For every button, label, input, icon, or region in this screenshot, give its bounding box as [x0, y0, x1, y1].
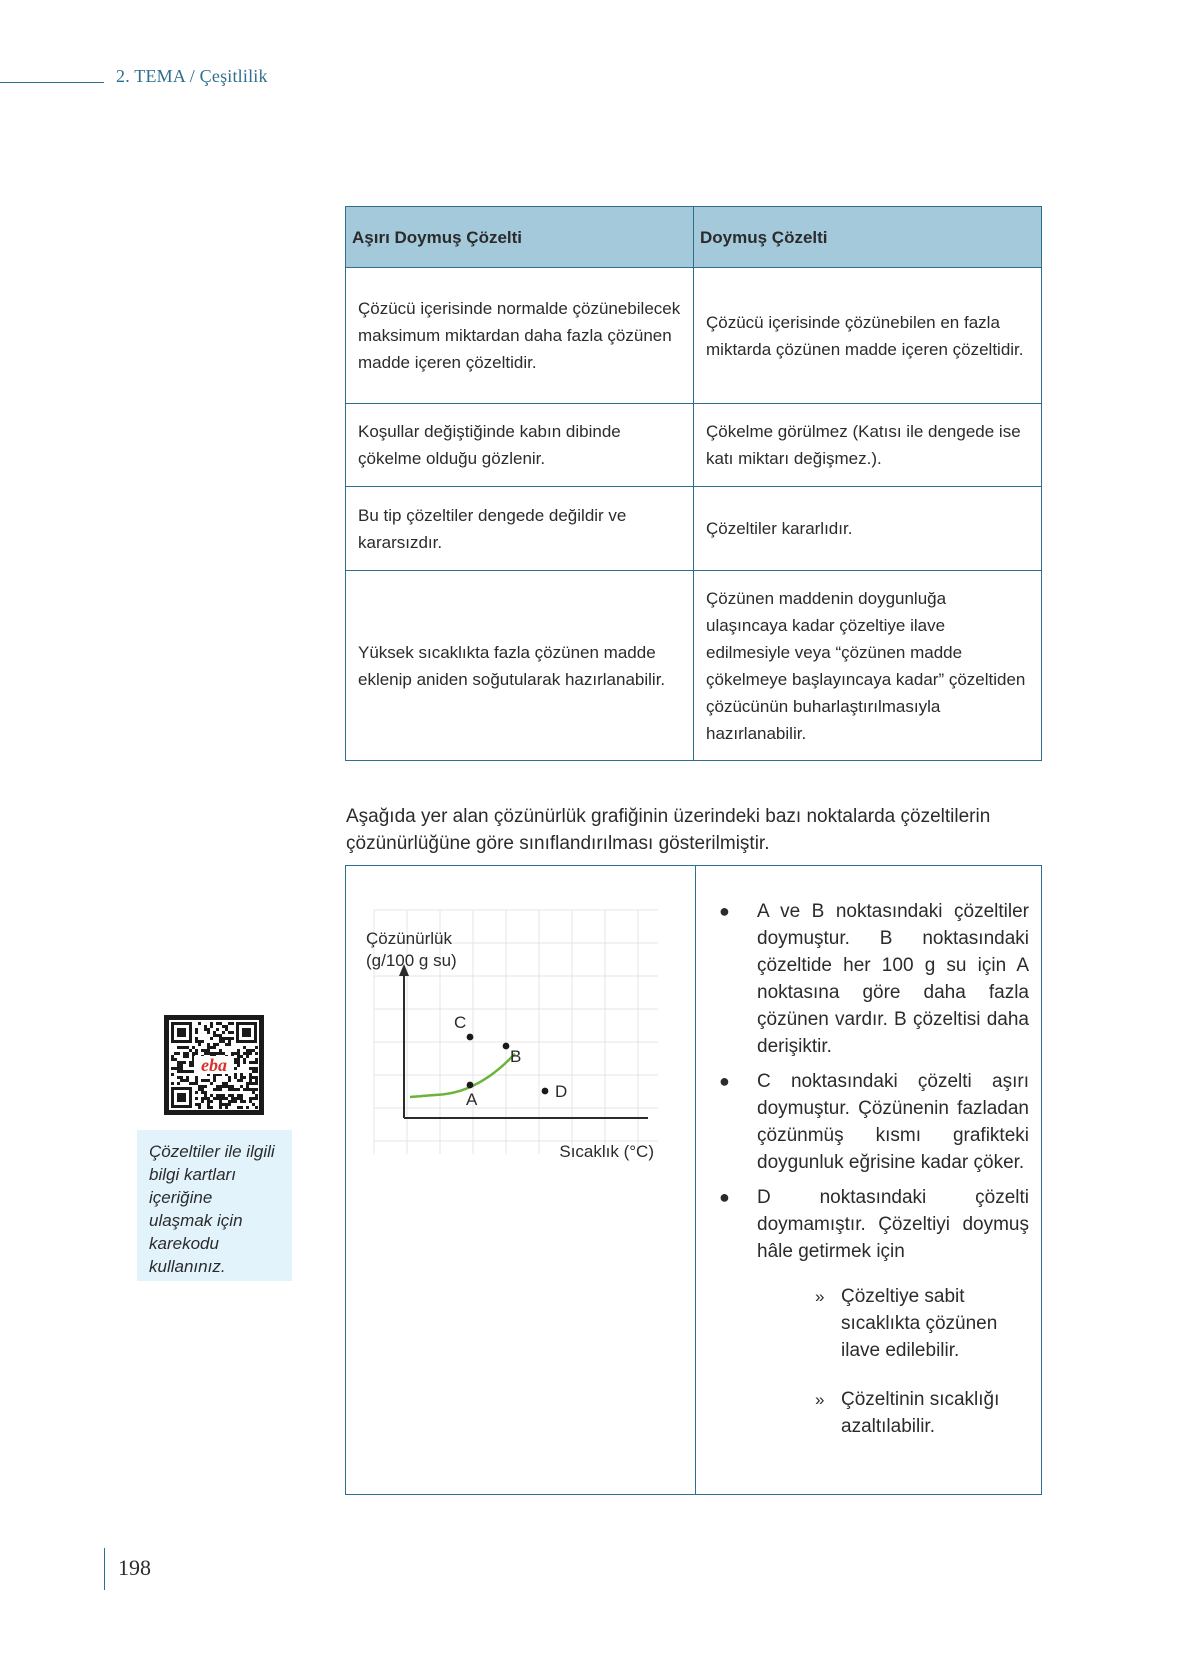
- qr-module: [246, 1055, 249, 1058]
- qr-module: [225, 1037, 228, 1040]
- qr-module: [207, 1100, 210, 1103]
- qr-module: [255, 1070, 258, 1073]
- qr-module: [249, 1082, 252, 1085]
- qr-module: [231, 1100, 234, 1103]
- qr-module: [228, 1076, 231, 1079]
- qr-module: [237, 1058, 240, 1061]
- header-rule: [0, 82, 104, 83]
- qr-module: [195, 1076, 198, 1079]
- qr-module: [246, 1052, 249, 1055]
- qr-module: [210, 1100, 213, 1103]
- qr-module: [216, 1034, 219, 1037]
- qr-module: [249, 1061, 252, 1064]
- qr-module: [222, 1040, 225, 1043]
- qr-module: [204, 1025, 207, 1028]
- qr-module: [243, 1046, 246, 1049]
- qr-module: [219, 1088, 222, 1091]
- qr-module: [195, 1082, 198, 1085]
- qr-module: [252, 1082, 255, 1085]
- table-header-saturated: Doymuş Çözelti: [694, 207, 1042, 268]
- bullet-list: [711, 898, 1029, 1462]
- qr-module: [225, 1085, 228, 1088]
- qr-module: [240, 1085, 243, 1088]
- page-number: 198: [118, 1555, 151, 1580]
- qr-module: [255, 1094, 258, 1097]
- comparison-table: [345, 206, 1042, 761]
- qr-module: [174, 1052, 177, 1055]
- qr-module: [228, 1085, 231, 1088]
- data-point-d: [542, 1088, 549, 1095]
- qr-module: [216, 1085, 219, 1088]
- x-axis-label: Sıcaklık (°C): [559, 1142, 654, 1161]
- qr-module: [240, 1073, 243, 1076]
- qr-module: [255, 1097, 258, 1100]
- table-cell: Bu tip çözeltiler dengede değildir ve kararsızdır.: [346, 487, 694, 571]
- qr-module: [195, 1091, 198, 1094]
- qr-module: [234, 1058, 237, 1061]
- qr-module: [246, 1082, 249, 1085]
- data-point-label: D: [555, 1082, 568, 1101]
- qr-module: [180, 1070, 183, 1073]
- qr-module: [204, 1085, 207, 1088]
- qr-module: [207, 1043, 210, 1046]
- qr-module: [228, 1079, 231, 1082]
- qr-module: [240, 1094, 243, 1097]
- qr-module: [171, 1067, 174, 1070]
- qr-module: [243, 1076, 246, 1079]
- qr-module: [228, 1088, 231, 1091]
- qr-module: [186, 1079, 189, 1082]
- qr-module: [228, 1094, 231, 1097]
- qr-module: [177, 1046, 180, 1049]
- table-header-supersaturated: Aşırı Doymuş Çözelti: [346, 207, 694, 268]
- qr-module: [246, 1085, 249, 1088]
- qr-module: [234, 1067, 237, 1070]
- qr-module: [195, 1052, 198, 1055]
- table-row: [346, 487, 1042, 571]
- qr-module: [213, 1031, 216, 1034]
- bullet-dot-icon: ●: [719, 1071, 730, 1091]
- qr-module: [195, 1097, 198, 1100]
- qr-module: [198, 1088, 201, 1091]
- qr-module: [186, 1052, 189, 1055]
- qr-module: [234, 1052, 237, 1055]
- qr-module: [195, 1040, 198, 1043]
- qr-module: [183, 1079, 186, 1082]
- box-divider: [695, 866, 696, 1494]
- qr-module: [186, 1055, 189, 1058]
- qr-finder-bottom-left: [171, 1087, 192, 1108]
- y-axis-label-line2: (g/100 g su): [366, 951, 457, 970]
- y-axis-label-line1: Çözünürlük: [366, 929, 452, 948]
- qr-module: [243, 1058, 246, 1061]
- qr-module: [210, 1106, 213, 1109]
- eba-logo: eba: [201, 1055, 227, 1075]
- qr-module: [195, 1049, 198, 1052]
- qr-module: [234, 1073, 237, 1076]
- qr-module: [219, 1049, 222, 1052]
- qr-module: [252, 1088, 255, 1091]
- qr-module: [189, 1064, 192, 1067]
- table-row: [346, 404, 1042, 487]
- qr-module: [234, 1100, 237, 1103]
- qr-module: [201, 1091, 204, 1094]
- qr-module: [222, 1025, 225, 1028]
- qr-module: [207, 1028, 210, 1031]
- qr-module: [222, 1031, 225, 1034]
- bullet-item: ● C noktasındaki çözelti aşırı doymuştur. Çözünenin fazladan çözünmüş kısmı grafikteki doygunluk eğrisine kadar çöker.: [711, 1068, 1029, 1176]
- qr-module: [177, 1067, 180, 1070]
- qr-module: [177, 1082, 180, 1085]
- qr-module: [231, 1097, 234, 1100]
- qr-module: [189, 1049, 192, 1052]
- qr-module: [219, 1103, 222, 1106]
- qr-module: [183, 1052, 186, 1055]
- qr-module: [216, 1088, 219, 1091]
- qr-module: [249, 1052, 252, 1055]
- page-number-rule: [104, 1548, 105, 1590]
- qr-module: [222, 1037, 225, 1040]
- qr-module: [255, 1067, 258, 1070]
- qr-module: [201, 1100, 204, 1103]
- qr-module: [252, 1076, 255, 1079]
- sub-bullet-list: [757, 1283, 1029, 1440]
- data-point-a: [467, 1082, 474, 1089]
- qr-module: [180, 1076, 183, 1079]
- qr-module: [195, 1031, 198, 1034]
- qr-module: [240, 1106, 243, 1109]
- qr-module: [252, 1070, 255, 1073]
- qr-module: [210, 1094, 213, 1097]
- qr-module: [201, 1097, 204, 1100]
- qr-module: [219, 1037, 222, 1040]
- qr-module: [228, 1043, 231, 1046]
- qr-module: [186, 1070, 189, 1073]
- qr-module: [192, 1082, 195, 1085]
- qr-module: [222, 1103, 225, 1106]
- intro-paragraph: Aşağıda yer alan çözünürlük grafiğinin üzerindeki bazı noktalarda çözeltilerin çözünürlüğüne göre sınıflandırılması gösterilmiştir.: [346, 806, 991, 854]
- data-point-label: B: [510, 1047, 522, 1066]
- sub-bullet-item: » Çözeltiye sabit sıcaklıkta çözünen ilave edilebilir.: [815, 1283, 1029, 1364]
- qr-module: [243, 1088, 246, 1091]
- qr-module: [201, 1040, 204, 1043]
- qr-module: [219, 1034, 222, 1037]
- qr-module: [255, 1061, 258, 1064]
- qr-module: [171, 1082, 174, 1085]
- qr-module: [195, 1037, 198, 1040]
- qr-module: [243, 1052, 246, 1055]
- data-point-label: C: [454, 1013, 467, 1032]
- bullet-dot-icon: ●: [719, 1187, 730, 1207]
- qr-module: [189, 1082, 192, 1085]
- qr-module: [207, 1079, 210, 1082]
- qr-module: [204, 1091, 207, 1094]
- qr-module: [255, 1052, 258, 1055]
- qr-module: [225, 1028, 228, 1031]
- qr-module: [216, 1028, 219, 1031]
- qr-module: [198, 1085, 201, 1088]
- qr-module: [198, 1103, 201, 1106]
- qr-module: [198, 1043, 201, 1046]
- qr-module: [237, 1079, 240, 1082]
- qr-module: [192, 1052, 195, 1055]
- qr-module: [210, 1037, 213, 1040]
- qr-module: [174, 1058, 177, 1061]
- qr-module: [255, 1106, 258, 1109]
- qr-module: [228, 1103, 231, 1106]
- qr-module: [207, 1049, 210, 1052]
- qr-module: [249, 1100, 252, 1103]
- qr-module: [189, 1061, 192, 1064]
- qr-module: [225, 1043, 228, 1046]
- qr-module: [228, 1022, 231, 1025]
- qr-module: [243, 1100, 246, 1103]
- qr-module: [219, 1040, 222, 1043]
- qr-module: [171, 1073, 174, 1076]
- qr-module: [255, 1076, 258, 1079]
- qr-module: [189, 1070, 192, 1073]
- qr-module: [210, 1025, 213, 1028]
- qr-module: [213, 1097, 216, 1100]
- qr-module: [216, 1094, 219, 1097]
- qr-module: [219, 1106, 222, 1109]
- qr-module: [186, 1046, 189, 1049]
- qr-module: [252, 1067, 255, 1070]
- qr-module: [180, 1064, 183, 1067]
- qr-module: [240, 1055, 243, 1058]
- chevron-right-icon: »: [815, 1390, 825, 1409]
- qr-module: [210, 1082, 213, 1085]
- qr-module: [198, 1106, 201, 1109]
- qr-module: [231, 1088, 234, 1091]
- qr-module: [204, 1049, 207, 1052]
- qr-module: [213, 1034, 216, 1037]
- qr-module: [231, 1094, 234, 1097]
- qr-module: [219, 1097, 222, 1100]
- chapter-header: 2. TEMA / Çeşitlilik: [116, 66, 268, 86]
- qr-module: [255, 1058, 258, 1061]
- qr-module: [255, 1046, 258, 1049]
- qr-module: [249, 1079, 252, 1082]
- qr-code[interactable]: [164, 1015, 264, 1115]
- qr-module: [207, 1103, 210, 1106]
- qr-module: [204, 1097, 207, 1100]
- qr-module: [198, 1040, 201, 1043]
- qr-module: [249, 1097, 252, 1100]
- qr-module: [195, 1028, 198, 1031]
- qr-module: [192, 1046, 195, 1049]
- qr-module: [222, 1094, 225, 1097]
- table-row: [346, 268, 1042, 404]
- qr-finder-top-right: [236, 1022, 257, 1043]
- qr-module: [213, 1043, 216, 1046]
- table-cell: Çözeltiler kararlıdır.: [694, 487, 1042, 571]
- qr-module: [249, 1088, 252, 1091]
- qr-module: [210, 1046, 213, 1049]
- qr-module: [237, 1049, 240, 1052]
- qr-module: [201, 1085, 204, 1088]
- table-cell: Çökelme görülmez (Katısı ile dengede ise katı miktarı değişmez.).: [694, 404, 1042, 487]
- qr-module: [252, 1097, 255, 1100]
- qr-module: [207, 1031, 210, 1034]
- qr-module: [225, 1106, 228, 1109]
- chevron-right-icon: »: [815, 1287, 825, 1306]
- qr-module: [180, 1079, 183, 1082]
- qr-module: [231, 1052, 234, 1055]
- qr-module: [234, 1088, 237, 1091]
- qr-module: [177, 1070, 180, 1073]
- qr-module: [222, 1085, 225, 1088]
- qr-module: [204, 1028, 207, 1031]
- qr-module: [180, 1061, 183, 1064]
- data-point-label: A: [466, 1090, 478, 1109]
- qr-module: [228, 1031, 231, 1034]
- qr-module: [246, 1049, 249, 1052]
- qr-module: [234, 1097, 237, 1100]
- table-header-row: [346, 207, 1042, 268]
- qr-module: [216, 1097, 219, 1100]
- qr-module: [240, 1076, 243, 1079]
- qr-module: [219, 1085, 222, 1088]
- qr-module: [234, 1061, 237, 1064]
- qr-module: [249, 1049, 252, 1052]
- qr-module: [222, 1097, 225, 1100]
- qr-module: [249, 1076, 252, 1079]
- qr-module: [240, 1100, 243, 1103]
- qr-module: [204, 1094, 207, 1097]
- qr-side-note: Çözeltiler ile ilgili bilgi kartları içeriğine ulaşmak için karekodu kullanınız.: [137, 1130, 292, 1281]
- qr-module: [183, 1055, 186, 1058]
- qr-module: [237, 1106, 240, 1109]
- qr-module: [237, 1094, 240, 1097]
- bullet-item: ● D noktasındaki çözelti doymamıştır. Çözeltiyi doymuş hâle getirmek için » Çözeltiye sabit sıcaklıkta çözünen ilave edilebilir. » Çözeltinin sıcaklığı azaltılabilir.: [711, 1184, 1029, 1440]
- qr-module: [255, 1082, 258, 1085]
- qr-module: [231, 1085, 234, 1088]
- qr-module: [213, 1079, 216, 1082]
- qr-module: [237, 1064, 240, 1067]
- qr-module: [198, 1022, 201, 1025]
- data-point-c: [467, 1034, 474, 1041]
- qr-module: [201, 1049, 204, 1052]
- qr-module: [231, 1022, 234, 1025]
- qr-module: [252, 1091, 255, 1094]
- qr-module: [219, 1094, 222, 1097]
- table-cell: Çözücü içerisinde çözünebilen en fazla miktarda çözünen madde içeren çözeltidir.: [694, 268, 1042, 404]
- qr-module: [216, 1022, 219, 1025]
- qr-module: [237, 1055, 240, 1058]
- qr-module: [228, 1040, 231, 1043]
- qr-module: [186, 1076, 189, 1079]
- qr-module: [201, 1088, 204, 1091]
- qr-module: [171, 1058, 174, 1061]
- qr-module: [237, 1052, 240, 1055]
- qr-module: [201, 1079, 204, 1082]
- qr-module: [249, 1073, 252, 1076]
- qr-module: [183, 1070, 186, 1073]
- qr-module: [195, 1079, 198, 1082]
- qr-module: [234, 1076, 237, 1079]
- qr-module: [180, 1067, 183, 1070]
- solubility-chart: [358, 906, 668, 1166]
- table-row: [346, 571, 1042, 761]
- qr-finder-top-left: [171, 1022, 192, 1043]
- qr-module: [222, 1082, 225, 1085]
- qr-module: [174, 1067, 177, 1070]
- qr-module: [231, 1037, 234, 1040]
- qr-module: [252, 1103, 255, 1106]
- table-cell: Çözünen maddenin doygunluğa ulaşıncaya kadar çözeltiye ilave edilmesiyle veya “çözünen madde çökelmeye başlayıncaya kadar” çözeltiden çözücünün buharlaştırılmasıyla hazırlanabilir.: [694, 571, 1042, 761]
- qr-module: [213, 1076, 216, 1079]
- qr-module: [210, 1022, 213, 1025]
- bullet-item: ● A ve B noktasındaki çözeltiler doymuştur. B noktasındaki çözeltide her 100 g su için A noktasına göre daha fazla çözünen vardır. B çözeltisi daha derişiktir.: [711, 898, 1029, 1060]
- qr-module: [225, 1103, 228, 1106]
- qr-module: [183, 1046, 186, 1049]
- sub-bullet-item: » Çözeltinin sıcaklığı azaltılabilir.: [815, 1386, 1029, 1440]
- qr-module: [183, 1061, 186, 1064]
- table-cell: Koşullar değiştiğinde kabın dibinde çökelme olduğu gözlenir.: [346, 404, 694, 487]
- bullet-dot-icon: ●: [719, 901, 730, 921]
- qr-module: [237, 1061, 240, 1064]
- qr-module: [177, 1076, 180, 1079]
- qr-module: [213, 1088, 216, 1091]
- qr-module: [216, 1043, 219, 1046]
- qr-module: [240, 1079, 243, 1082]
- qr-module: [207, 1097, 210, 1100]
- qr-module: [225, 1082, 228, 1085]
- qr-module: [252, 1049, 255, 1052]
- qr-module: [213, 1046, 216, 1049]
- qr-module: [249, 1067, 252, 1070]
- qr-module: [252, 1061, 255, 1064]
- qr-module: [255, 1088, 258, 1091]
- qr-module: [237, 1088, 240, 1091]
- qr-module: [177, 1064, 180, 1067]
- qr-module: [219, 1100, 222, 1103]
- qr-module: [228, 1100, 231, 1103]
- qr-module: [171, 1055, 174, 1058]
- explanation-box: [345, 865, 1042, 1495]
- qr-module: [237, 1097, 240, 1100]
- qr-module: [204, 1079, 207, 1082]
- qr-module: [243, 1061, 246, 1064]
- qr-module: [219, 1022, 222, 1025]
- qr-module: [225, 1025, 228, 1028]
- qr-module: [240, 1097, 243, 1100]
- qr-module: [207, 1046, 210, 1049]
- table-cell: Yüksek sıcaklıkta fazla çözünen madde eklenip aniden soğutularak hazırlanabilir.: [346, 571, 694, 761]
- chart-points: [454, 1013, 567, 1109]
- qr-module: [177, 1052, 180, 1055]
- data-point-b: [503, 1043, 510, 1050]
- qr-module: [231, 1031, 234, 1034]
- qr-module: [228, 1037, 231, 1040]
- qr-module: [177, 1061, 180, 1064]
- qr-module: [180, 1046, 183, 1049]
- qr-module: [207, 1106, 210, 1109]
- qr-module: [246, 1106, 249, 1109]
- qr-module: [225, 1097, 228, 1100]
- qr-module: [255, 1079, 258, 1082]
- table-cell: Çözücü içerisinde normalde çözünebilecek maksimum miktardan daha fazla çözünen madde içeren çözeltidir.: [346, 268, 694, 404]
- qr-module: [246, 1088, 249, 1091]
- qr-module: [195, 1103, 198, 1106]
